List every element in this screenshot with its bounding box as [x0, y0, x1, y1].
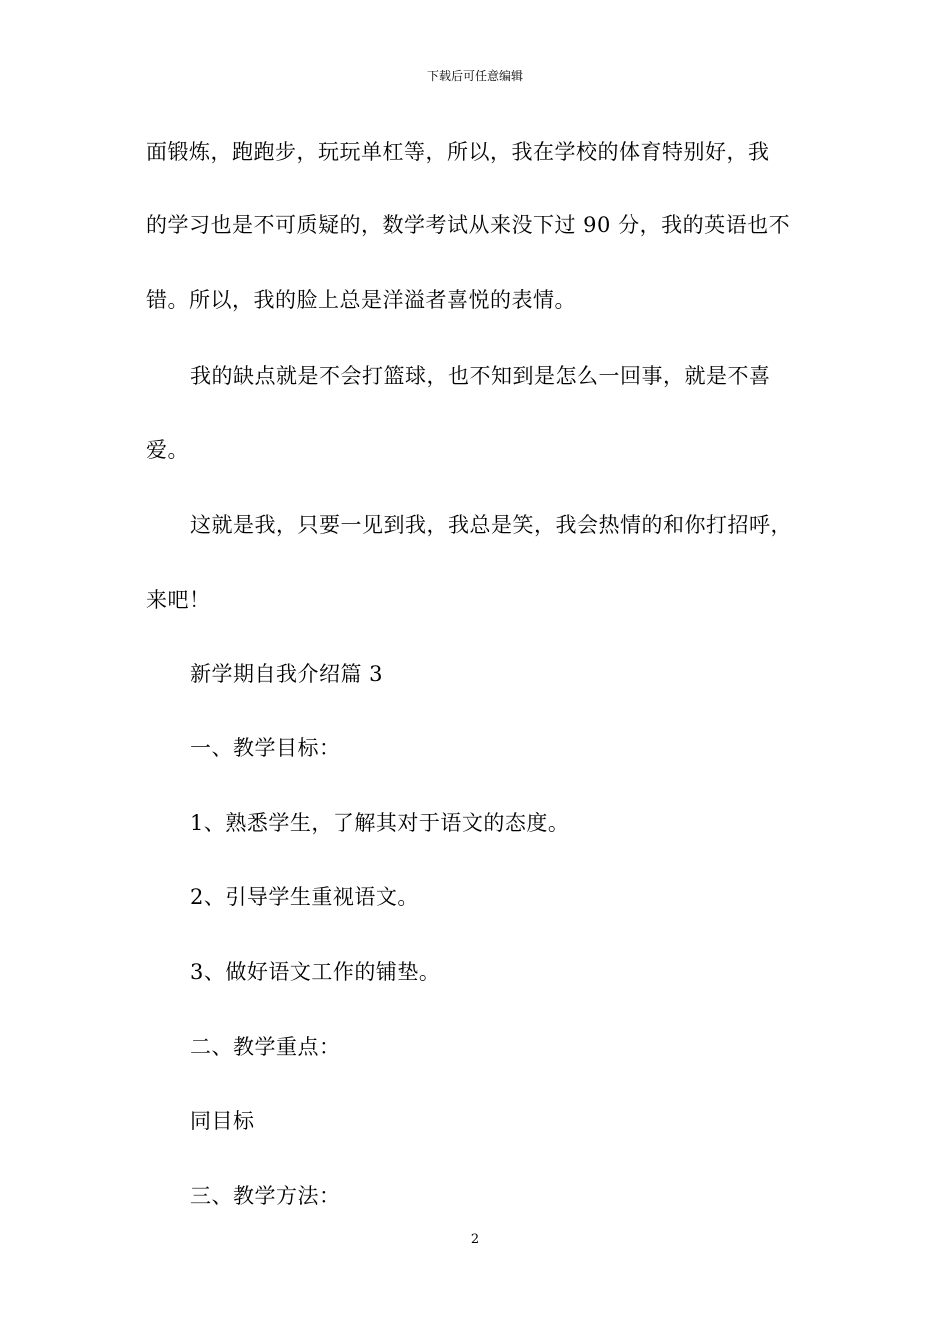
subsection-heading: 一、教学目标： — [190, 736, 341, 760]
paragraph-line: 这就是我，只要一见到我，我总是笑，我会热情的和你打招呼， — [190, 513, 792, 537]
paragraph-line: 同目标 — [190, 1109, 255, 1133]
page-header: 下载后可任意编辑 — [426, 69, 523, 83]
page-number: 2 — [470, 1232, 480, 1247]
subsection-heading: 三、教学方法： — [190, 1184, 341, 1208]
paragraph-line: 面锻炼，跑跑步，玩玩单杠等，所以，我在学校的体育特别好，我 — [146, 140, 770, 164]
list-item: 2、引导学生重视语文。 — [190, 885, 419, 909]
section-heading: 新学期自我介绍篇 3 — [190, 662, 384, 686]
paragraph-line: 错。所以，我的脸上总是洋溢者喜悦的表情。 — [146, 288, 576, 312]
subsection-heading: 二、教学重点： — [190, 1035, 341, 1059]
list-item: 3、做好语文工作的铺垫。 — [190, 960, 441, 984]
paragraph-line: 我的缺点就是不会打篮球，也不知到是怎么一回事，就是不喜 — [190, 364, 771, 388]
paragraph-line: 来吧！ — [146, 588, 211, 612]
list-item: 1、熟悉学生，了解其对于语文的态度。 — [190, 811, 570, 835]
paragraph-line: 爱。 — [146, 438, 189, 462]
paragraph-line: 的学习也是不可质疑的，数学考试从来没下过 90 分，我的英语也不 — [146, 213, 791, 237]
